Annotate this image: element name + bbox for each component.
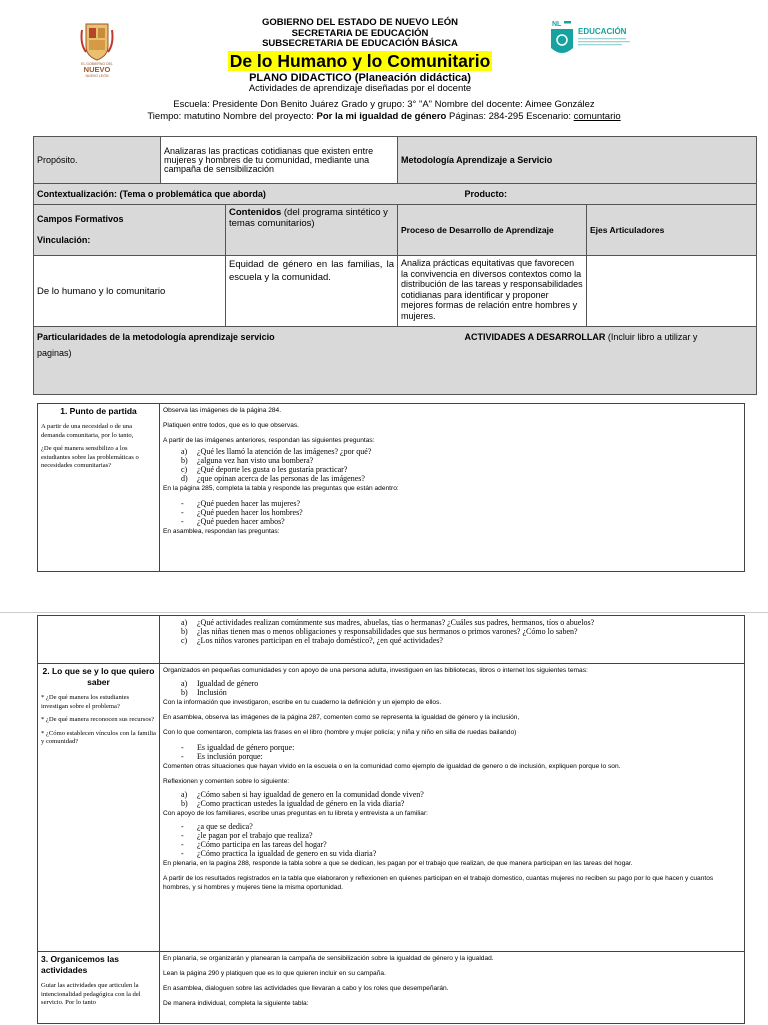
svg-text:NUEVO: NUEVO xyxy=(83,65,111,74)
list-item: - Es inclusión porque: xyxy=(181,752,263,761)
actividades-label: ACTIVIDADES A DESARROLLAR (Incluir libro a utilizar y xyxy=(465,327,757,395)
contenido-value: Equidad de género en las familias, la escuela y la comunidad. xyxy=(226,256,398,327)
list-item: - ¿le pagan por el trabajo que realiza? xyxy=(181,831,313,840)
step2-guidance: * ¿De qué manera los estudiantes investigan sobre el problema? * ¿De qué manera reconocen sus recursos? * ¿Cómo establecen vínculos con la familia y comunidad? xyxy=(41,694,156,745)
gov-name: GOBIERNO DEL ESTADO DE NUEVO LEÓN xyxy=(261,17,458,28)
purpose-row xyxy=(34,137,757,184)
list-item: c) ¿Los niños varones participan en el trabajo doméstico?, ¿en qué actividades? xyxy=(181,636,443,645)
list-item: - ¿Qué pueden hacer los hombres? xyxy=(181,508,303,517)
activities-table-page1 xyxy=(37,403,745,572)
school-info-line: Escuela: Presidente Don Benito Juárez Grado y grupo: 3° "A" Nombre del docente: Aimee González xyxy=(173,99,595,110)
list-item: a) ¿Qué les llamó la atención de las imágenes? ¿por qué? xyxy=(181,447,372,456)
step3-guidance: Guiar las actividades que articulen la intencionalidad pedagógica con la del servicio. Por lo tanto xyxy=(41,982,141,1006)
headers-row xyxy=(34,205,757,256)
context-label: Contextualización: (Tema o problemática que aborda) xyxy=(34,184,465,205)
ejes-value xyxy=(587,256,757,327)
svg-text:EDUCACIÓN: EDUCACIÓN xyxy=(578,27,627,36)
step3-content: En planaria, se organizarán y planearan la campaña de sensibilización sobre la igualdad de género y la igualdad. Lean la página 290 y platiquen que es lo que quieren incluir en su campaña. En asamblea, dialoguen sobre las actividades que llevaran a cabo y los roles que desempeñarán. De manera individual, completa la siguiente tabla: xyxy=(160,952,745,1024)
list-item: a) ¿Qué actividades realizan comúnmente sus madres, abuelas, tías o hermanas? ¿Cuáles sus padres, hermanos, tíos o abuelos? xyxy=(181,618,595,627)
nuevo-leon-logo xyxy=(74,20,120,78)
subsecretaria: SUBSECRETARIA DE EDUCACIÓN BÁSICA xyxy=(262,38,458,49)
step2-row xyxy=(38,664,745,952)
list-item: - ¿Qué pueden hacer las mujeres? xyxy=(181,499,301,508)
time-label: Tiempo: matutino Nombre del proyecto: xyxy=(147,111,317,122)
page-title: De lo Humano y lo Comunitario xyxy=(229,50,491,71)
campos-header: Campos Formativos Vinculación: xyxy=(34,205,226,256)
step2-title: 2. Lo que se y lo que quiero saber xyxy=(42,666,155,687)
scenario-value: comuntario xyxy=(573,111,621,122)
contenidos-header: Contenidos (del programa sintético y temas comunitarios) xyxy=(226,205,398,256)
list-item: - ¿Cómo practica la igualdad de genero en su vida diaria? xyxy=(181,849,377,858)
list-item: - ¿Cómo participa en las tareas del hogar? xyxy=(181,840,327,849)
step1-row xyxy=(38,404,745,572)
project-info-line xyxy=(0,111,768,122)
page-gap xyxy=(0,588,768,612)
planning-table xyxy=(33,136,757,395)
reflection-list xyxy=(181,790,741,808)
list-item: b) ¿las niñas tienen mas o menos obligaciones y responsabilidades que sus hermanos o primos varones? ¿Cómo lo saben? xyxy=(181,627,578,636)
purpose-text: Analizaras las practicas cotidianas que existen entre mujeres y hombres de tu comunidad, mediante una campaña de sensibilización xyxy=(161,137,398,184)
plan-title: PLANO DIDACTICO (Planeación didáctica) xyxy=(249,71,471,84)
list-item: b) Inclusión xyxy=(181,688,227,697)
step3-side xyxy=(38,952,160,1024)
document-page-2 xyxy=(0,612,768,1025)
step2-content: Organizados en pequeñas comunidades y con apoyo de una persona adulta, investiguen en las bibliotecas, libros o internet los siguientes temas: a) Igualdad de género b) Inclusión Con la información que investigaron, escribe en tu cuaderno la definición y un ejemplo de ellos. En asamblea, observa las imágenes de la página 287, comenten como se representa la igualdad de género y la inclusión, Con lo que comentaron, completa las frases en el libro (hombre y mujer policía; y niña y niño en silla de ruedas bailando) - Es igualdad de género porque: - Es inclusión porque: Comenten otras situaciones que hayan vivido en la escuela o en la comunidad como ejemplo de igualdad de genero o de inclusión, expliquen porque lo son. Reflexionen y comenten sobre lo siguiente: a) ¿Cómo saben si hay igualdad de genero en la comunidad donde viven? b) ¿Como practican ustedes la igualdad de género en la vida diaria? Con apoyo de los familiares, escribe unas preguntas en tu libreta y entrevista a un familiar: - ¿a que se dedica? - ¿le pagan por el trabajo que realiza? - ¿Cómo participa en las tareas del hogar? - ¿Cómo practica la igualdad de genero en su vida diaria? En plenaria, en la pagina 288, responde la tabla sobre a que se dedican, les pagan por el trabajo que realizan, de que manera participan en las tareas del hogar. A partir de los resultados registrados en la tabla que elaboraron y reflexionen en quienes participan en el trabajo domestico, cuantas mujeres no reciben su pago por lo que hacen y cuantos hombres, y si hombres y mujeres tiene la misma oportunidad. xyxy=(160,664,745,952)
purpose-label: Propósito. xyxy=(34,137,161,184)
step1-title: 1. Punto de partida xyxy=(60,406,137,416)
list-item: d) ¿que opinan acerca de las personas de las imágenes? xyxy=(181,474,365,483)
proceso-value: Analiza prácticas equitativas que favorecen la convivencia en diversos contextos como la distribución de las tareas y responsabilidades cotidianas para identificar y proponer mejores formas de relación entre hombres y mujeres. xyxy=(398,256,587,327)
step1-content: Observa las imágenes de la página 284. Platiquen entre todos, que es lo que observas. A partir de las imágenes anteriores, respondan las siguientes preguntas: a) ¿Qué les llamó la atención de las imágenes? ¿por qué? b) ¿alguna vez han visto una bombera? c) ¿Qué deporte les gusta o les gustaría practicar? d) ¿que opinan acerca de las personas de las imágenes? En la página 285, completa la tabla y responde las preguntas que están adentro: - ¿Qué pueden hacer las mujeres? - ¿Qué pueden hacer los hombres? - ¿Qué pueden hacer ambos? En asamblea, respondan las preguntas: xyxy=(160,404,745,572)
list-item: - Es igualdad de género porque: xyxy=(181,743,295,752)
step1-guidance: A partir de una necesidad o de una demanda comunitaria, por lo tanto, ¿De qué manera sensibilizo a los estudiantes sobre las problemáticas o necesidades comunitarias? xyxy=(41,423,139,469)
list-item: - ¿Qué pueden hacer ambos? xyxy=(181,517,285,526)
step1-table-questions xyxy=(181,499,741,526)
context-row xyxy=(34,184,757,205)
step1-questions xyxy=(181,447,741,483)
list-item: c) ¿Qué deporte les gusta o les gustaría practicar? xyxy=(181,465,348,474)
phrases-list xyxy=(181,743,741,761)
list-item: a) Igualdad de género xyxy=(181,679,259,688)
activities-table-page2 xyxy=(37,615,745,1024)
activities-subtitle: Actividades de aprendizaje diseñadas por el docente xyxy=(248,82,472,94)
document-header xyxy=(160,18,560,94)
methodology-label: Metodología Aprendizaje a Servicio xyxy=(398,137,757,184)
particularidades-label: Particularidades de la metodología aprendizaje servicio paginas) xyxy=(34,327,465,395)
step3-row xyxy=(38,952,745,1024)
continuation-side xyxy=(38,616,160,664)
topics-list xyxy=(181,679,741,697)
ejes-header: Ejes Articuladores xyxy=(587,205,757,256)
svg-text:NUEVO LEÓN: NUEVO LEÓN xyxy=(85,74,109,78)
step1-side xyxy=(38,404,160,572)
svg-text:EL GOBIERNO DEL: EL GOBIERNO DEL xyxy=(81,62,113,66)
secretaria: SECRETARIA DE EDUCACIÓN xyxy=(291,27,429,39)
project-name: Por la mi igualdad de género xyxy=(316,111,447,122)
content-row xyxy=(34,256,757,327)
continuation-row xyxy=(38,616,745,664)
list-item: a) ¿Cómo saben si hay igualdad de genero en la comunidad donde viven? xyxy=(181,790,424,799)
campo-value: De lo humano y lo comunitario xyxy=(34,256,226,327)
proceso-header: Proceso de Desarrollo de Aprendizaje xyxy=(398,205,587,256)
interview-list xyxy=(181,822,741,858)
list-item: b) ¿Como practican ustedes la igualdad de género en la vida diaria? xyxy=(181,799,405,808)
list-item: b) ¿alguna vez han visto una bombera? xyxy=(181,456,314,465)
list-item: - ¿a que se dedica? xyxy=(181,822,253,831)
nl-educacion-logo xyxy=(548,18,644,62)
step3-title: 3. Organicemos las actividades xyxy=(41,954,119,975)
assembly-questions xyxy=(181,618,741,645)
step2-side xyxy=(38,664,160,952)
particularidades-row xyxy=(34,327,757,395)
svg-text:NL: NL xyxy=(552,21,562,28)
continuation-content xyxy=(160,616,745,664)
pages-label: Páginas: 284-295 Escenario: xyxy=(446,111,574,122)
product-label: Producto: xyxy=(465,184,757,205)
